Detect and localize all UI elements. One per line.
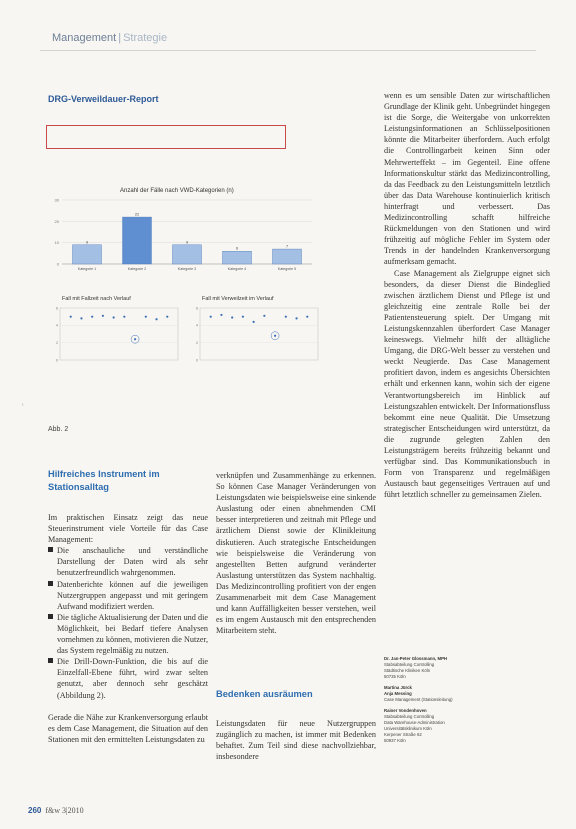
y-tick-label: 4: [196, 323, 198, 328]
bar-value-label: 22: [134, 212, 140, 217]
right-column: [384, 90, 550, 500]
data-point: [253, 321, 255, 323]
data-point: [231, 316, 233, 318]
author-name: Anja Messing: [384, 691, 412, 696]
x-tick-label: Kategorie 4: [227, 267, 247, 271]
paragraph: wenn es um sensible Daten zur wirtschaftlichen Grundlage der Klinik geht. Unbegründet hingegen ist die Sorge, die Weitergabe von unkorrekten Leistungsinformationen an Schlüsselpositionen könnte die Mitarbeiter überfordern. Auch erfolgt die Controllingarbeit keinen Sinn oder Mehrwerteffekt – im Gegenteil. Eine offene Informationskultur stärkt das Medizincontrolling, da das Feedback zu den Leistungsmitteln letztlich über das Data Warehouse kontinuierlich kritisch hinterfragt und verbessert. Das Medizincontrolling schafft hilfreiche Rückmeldungen von den Stationen und wird frühzeitig auf mögliche Fehler im System oder Trends in der handelnden Krankenversorgung aufmerksam gemacht.: [384, 91, 550, 267]
section-heading: Bedenken ausräumen: [216, 689, 313, 699]
y-tick-label: 10: [54, 240, 59, 246]
data-point: [70, 316, 72, 318]
author-name: Martina Jürck: [384, 685, 412, 690]
bar-value-label: 9: [185, 240, 189, 245]
header-section: Management: [52, 32, 117, 44]
data-point: [295, 317, 297, 319]
author-info: [384, 656, 550, 749]
figure-title: DRG-Verweildauer-Report: [48, 94, 159, 104]
line-chart-1-title: Fall mit Fallzeit nach Verlauf: [62, 296, 131, 302]
paragraph: Leistungsdaten für neue Nutzergruppen zugänglich zu machen, ist immer mit Bedenken behaftet. Zum Teil sind diese nachvollziehbar, insbesondere: [216, 719, 376, 762]
data-point: [166, 316, 168, 318]
y-tick-label: 30: [54, 197, 59, 203]
line-chart-2-title: Fall mit Verweilzeit im Verlauf: [202, 296, 274, 302]
plot-frame: [200, 308, 318, 360]
data-point: [113, 316, 115, 318]
y-tick-label: 0: [56, 261, 59, 267]
data-point: [242, 316, 244, 318]
header-divider: |: [118, 32, 122, 44]
middle-column-continued: [216, 718, 376, 762]
data-point: [80, 317, 82, 319]
y-tick-label: 2: [56, 340, 58, 345]
data-point: [123, 316, 125, 318]
bar: [273, 249, 302, 264]
x-tick-label: Kategorie 1: [77, 267, 97, 271]
y-tick-label: 2: [196, 340, 198, 345]
author-block: [384, 656, 550, 680]
bar: [123, 217, 152, 264]
x-tick-label: Kategorie 3: [177, 267, 197, 271]
bullet-icon: [48, 547, 53, 552]
data-point: [91, 316, 93, 318]
bar-chart: [48, 196, 318, 278]
paragraph: verknüpfen und Zusammenhänge zu erkennen. So können Case Manager Veränderungen von Leistungsdaten wie beispielsweise eine sinkende Auslastung oder einen abnehmenden CMI besser interpretieren und zeitnah mit Pflege und ärztlichem Dienst sowie der Klinikleitung diskutieren. Auch strategische Entscheidungen wie beispielsweise die Veränderung von angestellten Betten aufgrund veränderter Auslastung unterstützen das System nachhaltig. Das Medizincontrolling profitiert von der engen Zusammenarbeit mit dem Case Management und kann Auffälligkeiten besser verstehen, weil es im engem Austausch mit den entsprechenden Mitarbeitern steht.: [216, 471, 376, 636]
figure-label: Abb. 2: [48, 426, 69, 433]
bar-value-label: 6: [235, 246, 239, 251]
y-tick-label: 6: [196, 306, 198, 311]
list-item: Die tägliche Aktualisierung der Daten und die Möglichkeit, bei Bedarf tiefere Analysen vornehmen zu können, motivieren die Nutzer, das System regelmäßig zu nutzen.: [48, 612, 208, 656]
scatter-chart-2: [190, 304, 322, 366]
margin-mark: ı: [22, 402, 24, 408]
bullet-icon: [48, 581, 53, 586]
data-point: [285, 316, 287, 318]
author-name: Rainer Vondenhoven: [384, 708, 427, 713]
data-point: [306, 316, 308, 318]
author-block: [384, 708, 550, 744]
author-block: [384, 685, 550, 703]
page-number: 260: [28, 806, 42, 815]
list-item: Die Drill-Down-Funktion, die bis auf die Einzelfall-Ebene führt, wird zwar selten genutzt, aber dennoch sehr geschätzt (Abbildung 2).: [48, 656, 208, 700]
x-tick-label: Kategorie 5: [277, 267, 297, 271]
bar-value-label: 7: [285, 244, 289, 249]
author-line: Kerpener Straße 62: [384, 732, 422, 737]
author-line: Städtische Kliniken Köln: [384, 668, 431, 673]
page-footer: [28, 806, 84, 815]
section-heading: Hilfreiches Instrument im Stationsalltag: [48, 469, 160, 492]
y-tick-label: 6: [56, 306, 58, 311]
middle-column: [216, 470, 376, 636]
bar: [173, 245, 202, 264]
data-point: [263, 315, 265, 317]
issue-label: f&w 3|2010: [45, 806, 84, 815]
scatter-chart-1: [50, 304, 182, 366]
paragraph: Im praktischen Einsatz zeigt das neue Steuerinstrument viele Vorteile für das Case Management:: [48, 513, 208, 545]
author-line: Data Warehouse-Administration: [384, 720, 445, 725]
data-point: [210, 316, 212, 318]
author-line: Universitätsklinikum Köln: [384, 726, 432, 731]
author-line: 50735 Köln: [384, 674, 406, 679]
list-item: Datenberichte können auf die jeweiligen Nutzergruppen angepasst und mit geringem Aufwand modifiziert werden.: [48, 579, 208, 612]
paragraph: Case Management als Zielgruppe eignet sich besonders, da dieser Dienst die Bindeglied zwischen ärztlichem Dienst und Pflege ist und gleichzeitig eine zentrale Rolle bei der Patientensteuerung spielt. Der Umgang mit Leistungskennzahlen überfordert Case Manager keineswegs. Vielmehr hilft der alltägliche Umgang, die DRG-Welt besser zu verstehen und weckt Neugierde. Das Case Management profitiert davon, indem es angesichts Übersichten erhält und erkennen kann, wohin sich der eigene Verantwortungsbereich im Hinblick auf Leistungszahlen entwickelt. Der Informationsfluss bekommt eine neue Qualität. Die Umsetzung strategischer Entscheidungen wird unterstützt, da die zugrunde gelegten Zahlen den Leistungsträgern bereits frühzeitig bekannt und verfügbar sind. Das Kommunikationsbuch in Form von Transparenz und regelmäßigen Austausch baut gegenseitiges Vertrauen auf und führt letztlich schneller zu gemeinsamen Zielen.: [384, 268, 550, 500]
y-tick-label: 0: [196, 358, 198, 363]
data-point: [155, 318, 157, 320]
author-line: Stabsabteilung Controlling: [384, 714, 435, 719]
data-point: [134, 338, 136, 340]
y-tick-label: 20: [54, 218, 59, 224]
data-point: [102, 315, 104, 317]
left-column: [48, 512, 208, 745]
bullet-icon: [48, 614, 53, 619]
bullet-icon: [48, 658, 53, 663]
data-point: [274, 335, 276, 337]
y-tick-label: 4: [56, 323, 58, 328]
x-tick-label: Kategorie 2: [127, 267, 147, 271]
bar-value-label: 9: [85, 240, 89, 245]
running-header: [52, 32, 167, 44]
data-point: [220, 314, 222, 316]
author-line: Case Management (Stationsleitung): [384, 697, 453, 702]
list-item: Die anschauliche und verständliche Darstellung der Daten wird als sehr benutzerfreundlich wahrgenommen.: [48, 545, 208, 578]
data-point: [145, 316, 147, 318]
y-tick-label: 0: [56, 358, 58, 363]
bar-chart-title: Anzahl der Fälle nach VWD-Kategorien (n): [120, 188, 234, 194]
highlight-frame: [46, 125, 286, 149]
author-line: 50937 Köln: [384, 738, 406, 743]
paragraph: Gerade die Nähe zur Krankenversorgung erlaubt es dem Case Management, die Situation auf den Stationen mit den ermittelten Leistungsdaten zu: [48, 712, 208, 744]
author-line: Stabsabteilung Controlling: [384, 662, 435, 667]
author-name: Dr. Jan-Peter Glossmann, MPH: [384, 656, 448, 661]
bar: [73, 245, 102, 264]
header-rule: [40, 50, 536, 51]
plot-frame: [60, 308, 178, 360]
header-subsection: Strategie: [123, 32, 168, 44]
bar: [223, 251, 252, 264]
